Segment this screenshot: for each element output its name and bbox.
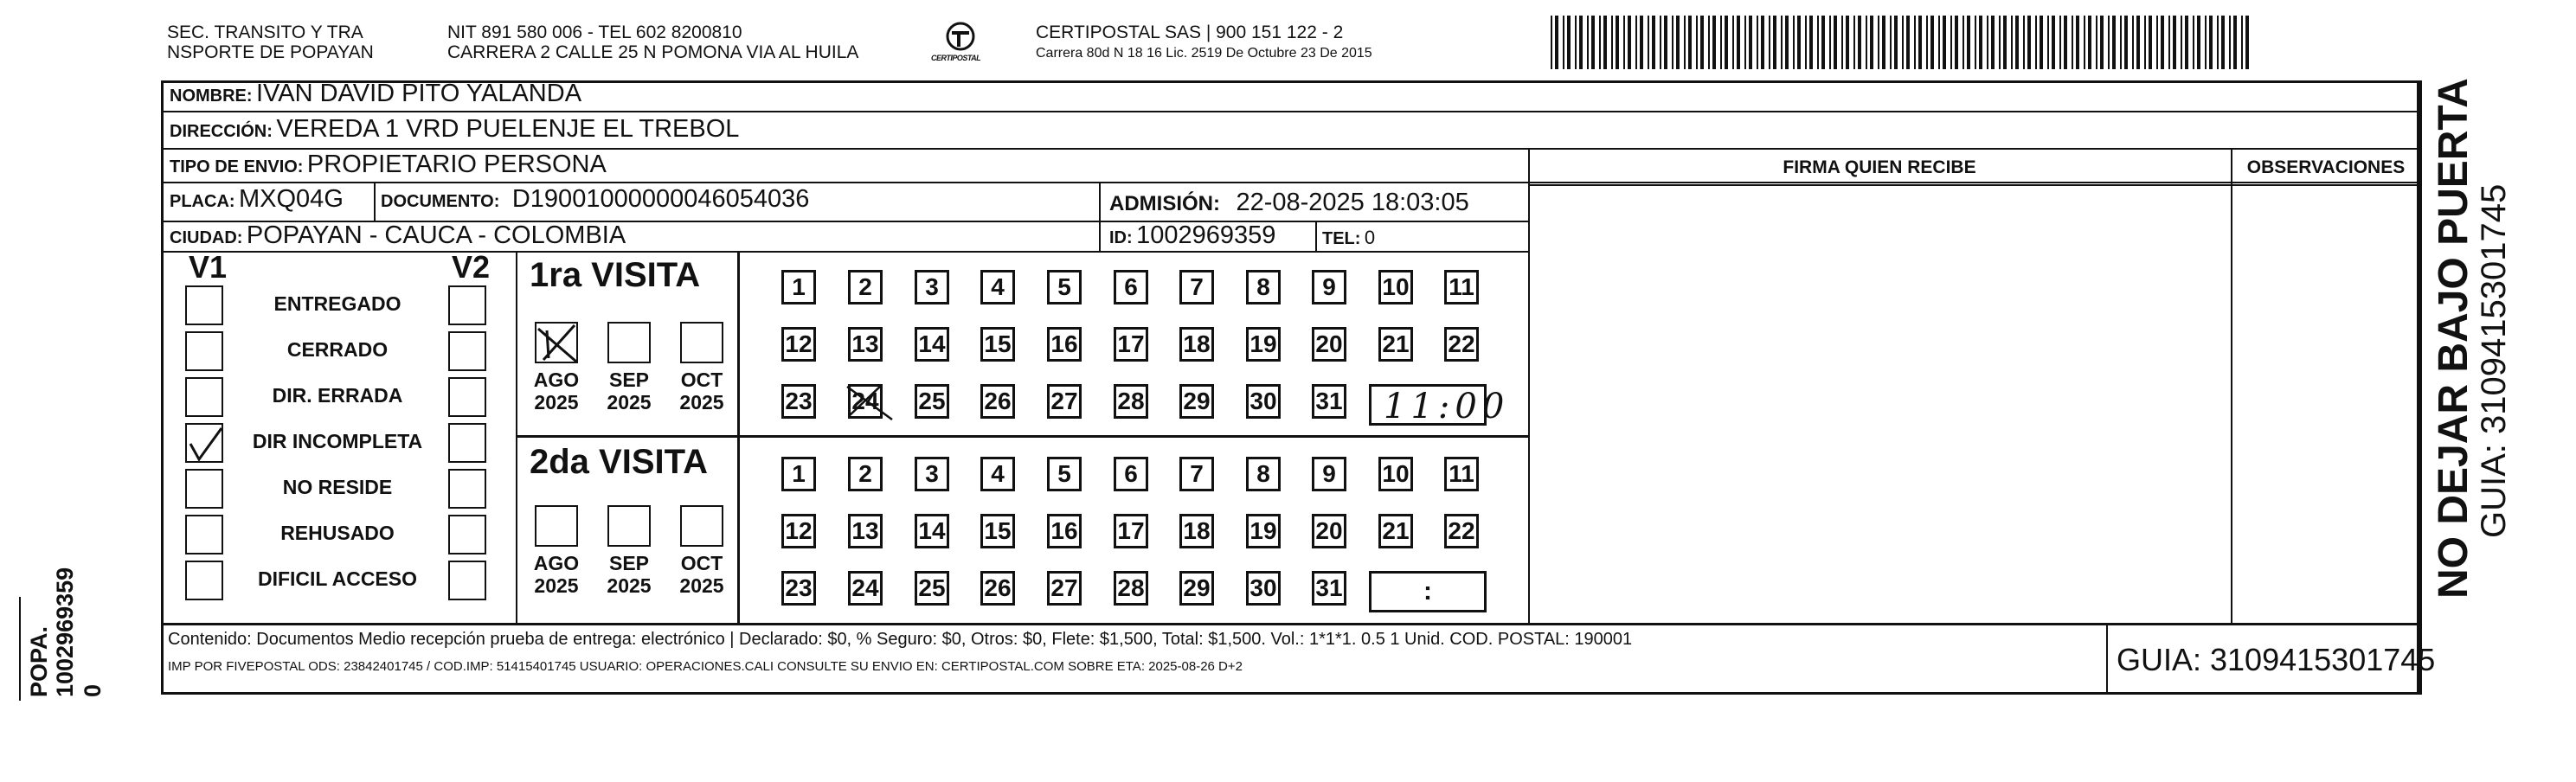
name-row — [170, 81, 581, 106]
barcode-bar — [1660, 16, 1661, 69]
month-cross-mark-icon — [536, 324, 580, 365]
barcode-bar — [1700, 16, 1704, 69]
barcode-bar — [1878, 16, 1879, 69]
barcode-bar — [1732, 16, 1734, 69]
side-guide-label: GUIA: 3109415301745 — [2475, 183, 2513, 538]
day-box[interactable]: 26 — [980, 384, 1015, 419]
side-left-line-2: 1002969359 — [52, 567, 78, 697]
v2-checkbox[interactable] — [448, 469, 486, 509]
barcode-bar — [2205, 16, 2207, 69]
v2-checkbox[interactable] — [448, 377, 486, 417]
barcode-bar — [1979, 16, 1982, 69]
barcode-bar — [2197, 16, 2200, 69]
barcode-bar — [1906, 16, 1910, 69]
day-box[interactable]: 22 — [1444, 327, 1479, 362]
footer-guide-label: GUIA: 3109415301745 — [2117, 642, 2436, 677]
barcode-bar — [2076, 16, 2079, 69]
barcode-bar — [1938, 16, 1940, 69]
barcode-bar — [2112, 16, 2116, 69]
barcode-bar — [1563, 16, 1564, 69]
day-box[interactable]: 19 — [1246, 327, 1281, 362]
year-label: 2025 — [679, 574, 724, 597]
v1-checkbox[interactable] — [185, 331, 223, 371]
address-value: VEREDA 1 VRD PUELENJE EL TREBOL — [276, 115, 740, 143]
barcode-bar — [1841, 16, 1843, 69]
barcode-bar — [1769, 16, 1770, 69]
first-visit-time-handwritten: 11:00 — [1384, 387, 1510, 426]
month-label: AGO — [533, 552, 580, 574]
sender-line-1: SEC. TRANSITO Y TRA — [167, 22, 363, 42]
barcode-bar — [2096, 16, 2097, 69]
month-label: OCT — [680, 552, 723, 574]
barcode-bar — [1890, 16, 1892, 69]
barcode-bar — [2052, 16, 2055, 69]
observations-area[interactable] — [2234, 186, 2418, 621]
day-box[interactable]: 28 — [1114, 384, 1148, 419]
day-box[interactable]: 3 — [915, 270, 949, 304]
day-box[interactable]: 14 — [915, 514, 949, 548]
barcode-bar — [1918, 16, 1922, 69]
ship-type-label: TIPO DE ENVIO: — [170, 157, 304, 176]
day-box[interactable]: 9 — [1312, 270, 1346, 304]
document-value: D19001000000046054036 — [511, 185, 810, 213]
month-checkbox[interactable] — [535, 322, 578, 363]
barcode-bar — [2149, 16, 2152, 69]
year-label: 2025 — [534, 574, 579, 597]
barcode-bar — [2047, 16, 2049, 69]
id-label: ID: — [1109, 228, 1133, 247]
barcode-bar — [1696, 16, 1698, 69]
barcode-bar — [1902, 16, 1904, 69]
barcode-bar — [2064, 16, 2067, 69]
day-box[interactable]: 4 — [980, 457, 1015, 491]
barcode-bar — [1587, 16, 1589, 69]
barcode-bar — [1975, 16, 1976, 69]
barcode-bar — [1999, 16, 2001, 69]
barcode-bar — [2100, 16, 2104, 69]
barcode-bar — [1834, 16, 1837, 69]
day-box[interactable]: 10 — [1378, 457, 1413, 491]
day-box[interactable]: 31 — [1312, 384, 1346, 419]
day-box[interactable]: 30 — [1246, 384, 1281, 419]
barcode-bar — [1684, 16, 1686, 69]
day-box[interactable]: 5 — [1047, 270, 1082, 304]
v1-checkbox[interactable] — [185, 423, 223, 463]
day-box[interactable]: 12 — [781, 514, 816, 548]
barcode-bar — [1914, 16, 1916, 69]
day-box[interactable]: 29 — [1179, 384, 1214, 419]
barcode-bar — [1599, 16, 1601, 69]
barcode-bar — [2156, 16, 2158, 69]
city-value: POPAYAN - CAUCA - COLOMBIA — [246, 221, 626, 249]
barcode-bar — [1567, 16, 1571, 69]
day-box[interactable]: 6 — [1114, 457, 1148, 491]
barcode-bar — [1635, 16, 1637, 69]
barcode-bar — [2011, 16, 2013, 69]
barcode-bar — [1575, 16, 1577, 69]
barcode-bar — [1737, 16, 1740, 69]
barcode-bar — [2015, 16, 2019, 69]
day-box[interactable]: 29 — [1179, 571, 1214, 606]
day-box[interactable]: 15 — [980, 327, 1015, 362]
day-box[interactable]: 6 — [1114, 270, 1148, 304]
barcode-bar — [1866, 16, 1867, 69]
barcode-bar — [2084, 16, 2085, 69]
month-label: OCT — [680, 369, 723, 391]
year-label: 2025 — [607, 574, 652, 597]
day-box[interactable]: 28 — [1114, 571, 1148, 606]
day-box[interactable]: 17 — [1114, 327, 1148, 362]
v1-checkbox[interactable] — [185, 469, 223, 509]
barcode-bar — [1817, 16, 1819, 69]
barcode-bar — [2245, 16, 2249, 69]
barcode-bar — [1628, 16, 1631, 69]
v2-checkbox[interactable] — [448, 561, 486, 600]
first-visit-title: 1ra VISITA — [530, 256, 701, 294]
barcode-bar — [2003, 16, 2007, 69]
day-box[interactable]: 24 — [848, 571, 883, 606]
barcode-bar — [2120, 16, 2122, 69]
v2-checkbox[interactable] — [448, 423, 486, 463]
barcode-bar — [2233, 16, 2237, 69]
name-value: IVAN DAVID PITO YALANDA — [256, 80, 582, 107]
first-visit-time-box[interactable] — [1369, 384, 1510, 426]
barcode-bar — [2161, 16, 2164, 69]
day-box[interactable]: 20 — [1312, 327, 1346, 362]
day-box[interactable]: 2 — [848, 270, 883, 304]
day-box[interactable]: 16 — [1047, 327, 1082, 362]
day-box[interactable]: 9 — [1312, 457, 1346, 491]
month-label: SEP — [608, 552, 650, 574]
day-box[interactable]: 19 — [1246, 514, 1281, 548]
plate-value: MXQ04G — [239, 185, 344, 213]
address-label: DIRECCIÓN: — [170, 122, 273, 141]
month-checkbox[interactable] — [607, 505, 651, 547]
day-box[interactable]: 24 — [848, 384, 883, 419]
admission-label: ADMISIÓN: — [1109, 192, 1220, 215]
status-option-label: DIR INCOMPLETA — [252, 430, 423, 452]
status-option-label: CERRADO — [286, 338, 389, 361]
barcode-bar — [1725, 16, 1728, 69]
status-option-label: DIR. ERRADA — [272, 384, 403, 407]
day-box[interactable]: 8 — [1246, 270, 1281, 304]
plate-row — [170, 187, 344, 212]
day-box[interactable]: 2 — [848, 457, 883, 491]
day-box[interactable]: 30 — [1246, 571, 1281, 606]
ship-type-value: PROPIETARIO PERSONA — [306, 151, 607, 178]
sender-line-2: NSPORTE DE POPAYAN — [167, 42, 374, 62]
barcode-bar — [1720, 16, 1722, 69]
barcode-bar — [2035, 16, 2037, 69]
address-line: CARRERA 2 CALLE 25 N POMONA VIA AL HUILA — [447, 42, 859, 62]
barcode-bar — [1579, 16, 1583, 69]
barcode-bar — [1991, 16, 1995, 69]
barcode-bar — [2229, 16, 2231, 69]
no-under-door-warning: NO DEJAR BAJO PUERTA — [2431, 78, 2476, 599]
day-box[interactable]: 26 — [980, 571, 1015, 606]
day-box[interactable]: 4 — [980, 270, 1015, 304]
barcode-bar — [1664, 16, 1667, 69]
barcode-bar — [2023, 16, 2025, 69]
barcode — [1551, 16, 2252, 69]
print-info-line: IMP POR FIVEPOSTAL ODS: 23842401745 / COD.IMP: 51415401745 USUARIO: OPERACIONES.CALI CONSULTE SU ENVIO EN: CERTIPOSTAL.COM SOBRE ETA: 2025-08-26 D+2 — [168, 659, 1243, 674]
day-box[interactable]: 1 — [781, 457, 816, 491]
day-box[interactable]: 7 — [1179, 457, 1214, 491]
v1-checkbox[interactable] — [185, 561, 223, 600]
day-box[interactable]: 17 — [1114, 514, 1148, 548]
barcode-bar — [2072, 16, 2073, 69]
v1-checkbox[interactable] — [185, 285, 223, 325]
barcode-bar — [1793, 16, 1795, 69]
side-left-line-1: POPA. — [26, 625, 52, 697]
barcode-bar — [1882, 16, 1885, 69]
year-label: 2025 — [679, 391, 724, 413]
day-box[interactable]: 11 — [1444, 270, 1479, 304]
admission-value: 22-08-2025 18:03:05 — [1236, 189, 1469, 216]
barcode-bar — [2027, 16, 2031, 69]
barcode-bar — [1950, 16, 1952, 69]
day-box[interactable]: 5 — [1047, 457, 1082, 491]
barcode-bar — [2209, 16, 2213, 69]
barcode-bar — [1773, 16, 1776, 69]
barcode-bar — [1870, 16, 1873, 69]
barcode-bar — [1846, 16, 1849, 69]
day-box[interactable]: 21 — [1378, 327, 1413, 362]
barcode-bar — [1858, 16, 1861, 69]
barcode-bar — [1708, 16, 1710, 69]
barcode-bar — [2124, 16, 2128, 69]
check-mark-icon — [187, 425, 225, 465]
barcode-bar — [2241, 16, 2243, 69]
barcode-bar — [2217, 16, 2219, 69]
day-box[interactable]: 13 — [848, 327, 883, 362]
year-label: 2025 — [607, 391, 652, 413]
day-box[interactable]: 7 — [1179, 270, 1214, 304]
side-left-line-3: 0 — [80, 683, 106, 697]
status-option-label: NO RESIDE — [282, 476, 393, 498]
v2-checkbox[interactable] — [448, 285, 486, 325]
day-box[interactable]: 27 — [1047, 384, 1082, 419]
day-box[interactable]: 25 — [915, 571, 949, 606]
barcode-bar — [2173, 16, 2176, 69]
day-box[interactable]: 18 — [1179, 514, 1214, 548]
barcode-bar — [1943, 16, 1946, 69]
barcode-bar — [1648, 16, 1649, 69]
v2-label: V2 — [452, 249, 491, 285]
barcode-bar — [1987, 16, 1988, 69]
barcode-bar — [2144, 16, 2146, 69]
tel-label: TEL: — [1322, 229, 1361, 248]
day-box[interactable]: 27 — [1047, 571, 1082, 606]
second-visit-time-box[interactable]: : — [1369, 571, 1487, 612]
barcode-bar — [1640, 16, 1643, 69]
barcode-bar — [2221, 16, 2225, 69]
status-option-label: DIFICIL ACCESO — [257, 567, 417, 590]
barcode-bar — [1749, 16, 1752, 69]
barcode-bar — [1757, 16, 1758, 69]
barcode-bar — [1761, 16, 1764, 69]
second-visit-title: 2da VISITA — [530, 443, 708, 481]
day-box[interactable]: 13 — [848, 514, 883, 548]
day-box[interactable]: 21 — [1378, 514, 1413, 548]
ship-type-row — [170, 152, 607, 177]
barcode-bar — [2108, 16, 2110, 69]
year-label: 2025 — [534, 391, 579, 413]
barcode-bar — [1930, 16, 1934, 69]
barcode-bar — [1809, 16, 1813, 69]
day-box[interactable]: 18 — [1179, 327, 1214, 362]
barcode-bar — [1623, 16, 1625, 69]
status-option-label: REHUSADO — [280, 522, 395, 544]
day-box[interactable]: 25 — [915, 384, 949, 419]
barcode-bar — [1555, 16, 1558, 69]
plate-label: PLACA: — [170, 192, 235, 211]
barcode-bar — [1797, 16, 1801, 69]
status-option-label: ENTREGADO — [273, 292, 401, 315]
day-box[interactable]: 10 — [1378, 270, 1413, 304]
barcode-bar — [1821, 16, 1825, 69]
id-value: 1002969359 — [1136, 221, 1276, 249]
v2-checkbox[interactable] — [448, 331, 486, 371]
nit-line: NIT 891 580 006 - TEL 602 8200810 — [447, 22, 742, 42]
barcode-bar — [1611, 16, 1613, 69]
barcode-bar — [1591, 16, 1595, 69]
barcode-bar — [1688, 16, 1692, 69]
document-row — [381, 187, 809, 212]
day-box[interactable]: 23 — [781, 384, 816, 419]
barcode-bar — [1967, 16, 1970, 69]
barcode-bar — [1712, 16, 1716, 69]
day-box[interactable]: 12 — [781, 327, 816, 362]
v1-checkbox[interactable] — [185, 515, 223, 554]
month-checkbox[interactable] — [680, 322, 723, 363]
barcode-bar — [1955, 16, 1958, 69]
day-box[interactable]: 15 — [980, 514, 1015, 548]
barcode-bar — [1676, 16, 1680, 69]
v1-label: V1 — [189, 249, 228, 285]
month-checkbox[interactable] — [680, 505, 723, 547]
tel-value: 0 — [1364, 227, 1376, 248]
observations-label: OBSERVACIONES — [2246, 157, 2406, 177]
barcode-bar — [2136, 16, 2140, 69]
month-label: SEP — [608, 369, 650, 391]
document-label: DOCUMENTO: — [381, 192, 500, 211]
name-label: NOMBRE: — [170, 87, 253, 106]
day-box[interactable]: 20 — [1312, 514, 1346, 548]
barcode-bar — [1672, 16, 1673, 69]
barcode-bar — [1894, 16, 1898, 69]
day-box[interactable]: 1 — [781, 270, 816, 304]
barcode-bar — [1805, 16, 1807, 69]
barcode-bar — [1652, 16, 1655, 69]
v1-checkbox[interactable] — [185, 377, 223, 417]
company-line-1: CERTIPOSTAL SAS | 900 151 122 - 2 — [1036, 22, 1344, 42]
barcode-bar — [2040, 16, 2043, 69]
barcode-bar — [2185, 16, 2188, 69]
barcode-bar — [1603, 16, 1607, 69]
day-box[interactable]: 14 — [915, 327, 949, 362]
day-box[interactable]: 31 — [1312, 571, 1346, 606]
day-box[interactable]: 11 — [1444, 457, 1479, 491]
certipostal-logo — [931, 19, 986, 69]
barcode-bar — [1616, 16, 1619, 69]
barcode-bar — [2168, 16, 2170, 69]
city-label: CIUDAD: — [170, 228, 243, 247]
barcode-bar — [1926, 16, 1928, 69]
month-checkbox[interactable] — [607, 322, 651, 363]
barcode-bar — [2088, 16, 2091, 69]
barcode-bar — [2059, 16, 2061, 69]
day-cross-mark-icon — [844, 381, 896, 425]
content-line: Contenido: Documentos Medio recepción prueba de entrega: electrónico | Declarado: $0, % Seguro: $0, Otros: $0, Flete: $1,500, Total: $1,500. Vol.: 1*1*1. 0.5 1 Unid. COD. POSTAL: 190001 — [168, 630, 1633, 649]
admission-row — [1109, 190, 1469, 216]
city-row — [170, 223, 626, 248]
barcode-bar — [1785, 16, 1789, 69]
barcode-bar — [1744, 16, 1746, 69]
barcode-bar — [1781, 16, 1783, 69]
month-label: AGO — [533, 369, 580, 391]
day-box[interactable]: 23 — [781, 571, 816, 606]
day-box[interactable]: 22 — [1444, 514, 1479, 548]
barcode-bar — [2132, 16, 2134, 69]
id-row — [1109, 223, 1275, 248]
barcode-bar — [1853, 16, 1855, 69]
v2-checkbox[interactable] — [448, 515, 486, 554]
receiver-signature-area[interactable] — [1530, 186, 2229, 621]
barcode-bar — [1829, 16, 1831, 69]
month-checkbox[interactable] — [535, 505, 578, 547]
day-box[interactable]: 3 — [915, 457, 949, 491]
barcode-bar — [1551, 16, 1552, 69]
barcode-bar — [2193, 16, 2194, 69]
receiver-signature-label: FIRMA QUIEN RECIBE — [1783, 157, 1976, 177]
tel-row — [1322, 227, 1375, 249]
logo-text: CERTIPOSTAL — [931, 54, 981, 62]
barcode-bar — [2181, 16, 2182, 69]
company-line-2: Carrera 80d N 18 16 Lic. 2519 De Octubre 23 De 2015 — [1036, 46, 1372, 61]
barcode-bar — [1963, 16, 1964, 69]
address-row — [170, 117, 739, 142]
day-box[interactable]: 8 — [1246, 457, 1281, 491]
day-box[interactable]: 16 — [1047, 514, 1082, 548]
